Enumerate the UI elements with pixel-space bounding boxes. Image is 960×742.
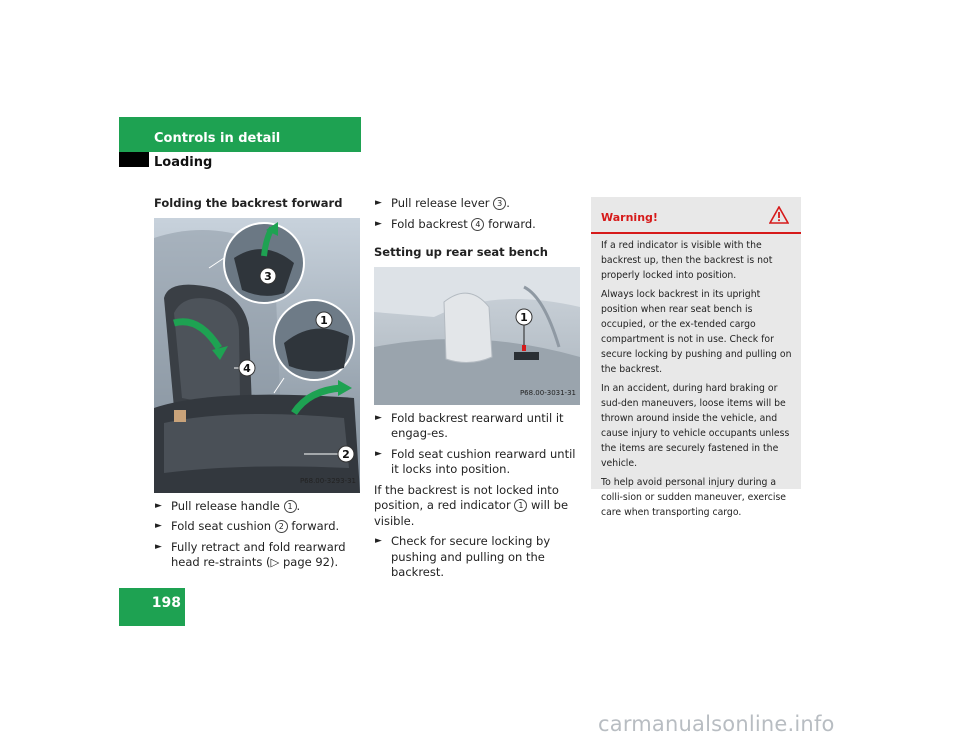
warning-paragraph: Always lock backrest in its upright position when rear seat bench is occupied, or the ex-tended cargo compartment is not in use. Check for secure locking by pushing and pulling on the backrest.	[601, 289, 792, 375]
backrest-illustration	[374, 267, 580, 405]
column-middle	[374, 196, 584, 586]
subsection-marker	[119, 152, 149, 167]
svg-text:1: 1	[520, 310, 528, 324]
seat-illustration	[154, 218, 360, 493]
step-pull-release-lever: ► Pull release lever 3 .	[375, 196, 510, 210]
step-retract-head-restraints: ► Fully retract and fold rearward head re-straints (▷ page 92).	[155, 539, 346, 569]
step-fold-seat-cushion: ► Fold seat cushion 2 forward.	[155, 519, 340, 533]
warning-paragraph: To help avoid personal injury during a colli-sion or sudden maneuver, exercise care when transporting cargo.	[601, 477, 787, 518]
callout-ref: 2	[275, 520, 288, 533]
warning-body	[601, 238, 795, 524]
svg-text:1: 1	[320, 313, 328, 327]
step-fold-backrest-rearward: ► Fold backrest rearward until it engag-es.	[375, 410, 564, 440]
page-number: 198	[151, 595, 181, 611]
page-ref-icon: ▷	[270, 555, 280, 569]
callout-ref: 1	[514, 499, 527, 512]
figure2-callout-1	[516, 309, 532, 325]
watermark: carmanualsonline.info	[598, 712, 835, 736]
section-title: Controls in detail	[154, 131, 281, 146]
warning-title: Warning!	[601, 211, 658, 224]
warning-paragraph: If a red indicator is visible with the backrest up, then the backrest is not properly locked into position.	[601, 240, 773, 281]
step-pull-release-handle: ► Pull release handle 1 .	[155, 498, 301, 513]
warning-divider	[591, 232, 801, 234]
warning-paragraph: In an accident, during hard braking or sud-den maneuvers, loose items will be thrown around inside the vehicle, and cause injury to vehicle occupants unless the items are securely fastened in the vehicle.	[601, 383, 790, 469]
callout-ref: 4	[471, 218, 484, 231]
figure1-callout-1	[316, 312, 332, 328]
warning-box	[591, 197, 801, 518]
subsection-title: Loading	[154, 155, 213, 170]
svg-text:2: 2	[342, 447, 350, 461]
figure-code: P68.00-3031-31	[519, 389, 576, 397]
svg-text:3: 3	[264, 269, 272, 283]
callout-ref: 1	[284, 500, 297, 513]
heading-folding-backrest: Folding the backrest forward	[154, 196, 343, 210]
figure-folding-backrest	[154, 218, 360, 493]
heading-setting-up: Setting up rear seat bench	[374, 245, 548, 259]
callout-ref: 3	[493, 197, 506, 210]
figure-code: P68.00-3293-31	[299, 477, 356, 485]
column-left	[154, 196, 364, 576]
step-fold-backrest: ► Fold backrest 4 forward.	[375, 216, 536, 231]
svg-text:4: 4	[243, 361, 251, 375]
warning-triangle-icon	[769, 206, 789, 224]
figure-setting-up	[374, 267, 580, 405]
figure1-callout-3	[260, 268, 276, 284]
indicator-note: If the backrest is not locked into position, a red indicator 1 will be visible.	[374, 482, 569, 528]
step-fold-cushion-rearward: ► Fold seat cushion rearward until it locks into position.	[375, 446, 576, 476]
step-check-locking: ► Check for secure locking by pushing and pulling on the backrest.	[375, 534, 551, 579]
